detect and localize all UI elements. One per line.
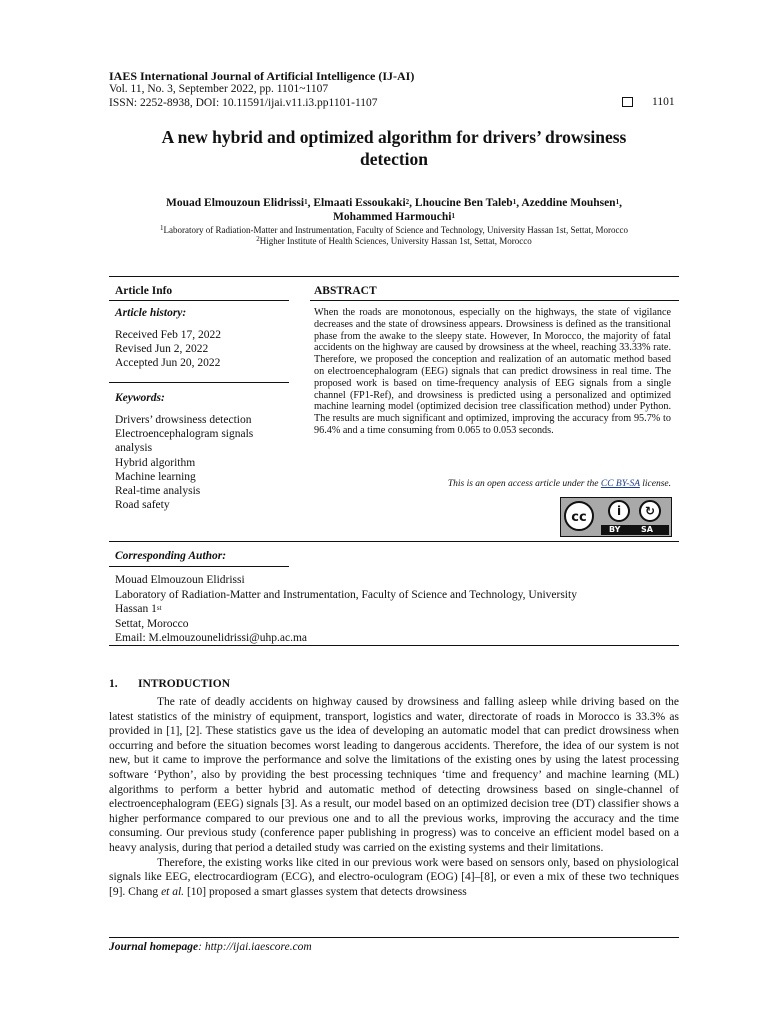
affiliation-2 [109,236,679,246]
cc-by-sa-link[interactable]: CC BY-SA [600,479,640,489]
affil-sup: 2 [405,198,410,206]
author-name: , Lhoucine Ben Taleb [409,197,513,209]
author-name: , Azeddine Mouhsen [516,197,616,209]
bottom-info-rule [109,645,679,646]
history-rule [109,382,289,383]
corresponding-rule [109,566,289,567]
keyword-item: Road safety [115,499,170,512]
footer-rule [109,937,679,938]
info-rule [109,300,289,301]
cc-by-label: BY [609,525,621,534]
paragraph-emphasis: et al. [161,885,185,898]
address-sup: st [156,604,162,612]
paragraph: The rate of deadly accidents on highway caused by drowsiness and falling asleep while driving based on the latest statistics of the ministry of equipment, transport, logistics and water, directorate of roads in Morocco is 33.3% as provided in [1], [2]. These statistics gave us the idea of developing an automatic model that can predict drowsiness when occurring and before the situation becomes worst leading to dangerous accidents. Therefore, the idea of our system is not new, but it came to improve the performance and solve the limitations of the existing ones by using the latest processing software ‘Python’, also by providing the best processing techniques ‘time and frequency’ and machine learning (ML) algorithms to perform a better hybrid and automatic method of detecting drowsiness based on single-channel of electroencephalogram (EEG) signals [3]. As a result, our model based on an optimized decision tree (DT) classifier shows a higher performance compared to our previous one and to all the previous works, improving the accuracy and the time consuming. Our previous study (conference paper publishing in progress) was to conceive an efficient model based on a heavy analysis, during that period a detailed study was carried on the existing systems and their limitations. [109,696,679,854]
journal-homepage [109,941,312,953]
abstract-heading: ABSTRACT [314,285,377,297]
affiliation-text: Higher Institute of Health Sciences, University Hassan 1st, Settat, Morocco [259,236,532,246]
revised-date: Revised Jun 2, 2022 [115,343,209,356]
title-line-1: A new hybrid and optimized algorithm for drivers’ drowsiness [161,127,627,147]
paragraph-text: [10] proposed a smart glasses system that detects drowsiness [184,885,467,898]
share-alike-icon: ↻ [639,500,661,522]
homepage-label: Journal homepage [109,941,199,953]
keywords-heading: Keywords: [115,392,165,404]
mid-rule [109,541,679,542]
affil-sup: 1 [451,212,455,220]
abstract-rule [310,300,679,301]
affil-sup: 2 [256,235,260,243]
corresponding-details [115,573,671,646]
section-number: 1. [109,678,118,690]
issn-doi: ISSN: 2252-8938, DOI: 10.11591/ijai.v11.i3.pp1101-1107 [109,97,378,109]
introduction-heading: INTRODUCTION [138,678,231,690]
title-line-2: detection [359,149,429,169]
corresponding-address-2 [115,602,671,617]
page-number: 1101 [652,96,675,108]
abstract-text: When the roads are monotonous, especially on the highways, the state of vigilance decreases and the state of drowsiness appears. Drowsiness is defined as the transitional phase from the awake to the sleepy state. However, In Morocco, the majority of fatal accidents on the highway are caused by drowsiness at the wheel, reaching 33.33% rate. Therefore, we proposed the conception and realization of an automatic method based on electroencephalogram (EEG) signals that can predict drowsiness in real time. The proposed work is based on time-frequency analysis of EEG signals from a single channel (FP1-Ref), and drowsiness is predicted using a personalized and optimized machine learning model (optimized decision tree classification method) under Python. The results are much significant and optimized, improving the accuracy from 95.7% to 96.4% and a time consuming from 0.065 to 0.053 seconds. [314,307,671,436]
author-name: , Elmaati Essoukaki [307,197,406,209]
license-suffix: license. [639,479,671,489]
introduction-body [109,695,679,899]
attribution-person-icon: i [608,500,630,522]
affiliation-1 [109,225,679,235]
author-name: Mouad Elmouzoun Elidrissi [166,197,305,209]
license-note [314,479,671,489]
keyword-item: Drivers’ drowsiness detection [115,414,252,426]
cc-license-badge[interactable] [560,497,672,537]
keyword-item: Hybrid algorithm [115,456,196,469]
keyword-item: Real-time analysis [115,485,201,498]
corresponding-address: Laboratory of Radiation-Matter and Instrumentation, Faculty of Science and Technology, University [115,588,577,601]
affil-sup: 1 [159,224,164,232]
keyword-item: Machine learning [115,470,196,483]
cc-sa-label: SA [641,525,653,534]
corresponding-name: Mouad Elmouzoun Elidrissi [115,574,245,586]
received-date: Received Feb 17, 2022 [115,329,222,341]
address-text: Hassan 1 [115,603,157,615]
cc-badge-strip [601,525,669,535]
authors-line-2 [109,210,679,224]
corresponding-email: Email: M.elmouzounelidrissi@uhp.ac.ma [115,632,307,644]
volume-info: Vol. 11, No. 3, September 2022, pp. 1101~1107 [109,83,329,95]
author-list [109,196,679,224]
page-box-icon [622,97,633,107]
article-history [115,328,221,371]
corresponding-heading: Corresponding Author: [115,550,227,562]
author-name: Mohammed Harmouchi [332,211,452,223]
history-heading: Article history: [115,307,187,319]
homepage-url[interactable]: : http://ijai.iaescore.com [198,941,312,953]
cc-logo-icon: cc [564,501,594,531]
top-rule [109,276,679,277]
keyword-item: Electroencephalogram signals [115,428,254,441]
affil-sup: 1 [512,198,517,206]
license-prefix: This is an open access article under the [447,479,601,489]
article-info-heading: Article Info [115,285,173,297]
paragraph [109,856,679,900]
authors-line-1 [109,196,679,210]
paper-title [109,126,679,170]
affil-sup: 1 [615,198,620,206]
affil-sup: 1 [304,198,308,206]
keyword-list [115,413,253,512]
author-separator: , [619,197,622,209]
journal-name: IAES International Journal of Artificial Intelligence (IJ-AI) [109,69,415,83]
paragraph-text: Therefore, the existing works like cited in our previous work were based on sensors only, based on physiological signals like EEG, electrocardiogram (ECG), and electro-oculogram (EOG) [4]–[8], or even a mix of these two techniques [9]. Chang [109,856,679,898]
corresponding-city: Settat, Morocco [115,617,189,630]
accepted-date: Accepted Jun 20, 2022 [115,357,221,370]
affiliation-text: Laboratory of Radiation-Matter and Instrumentation, Faculty of Science and Technology, University Hassan 1st, Settat, Morocco [163,225,628,235]
keyword-item: analysis [115,442,153,455]
